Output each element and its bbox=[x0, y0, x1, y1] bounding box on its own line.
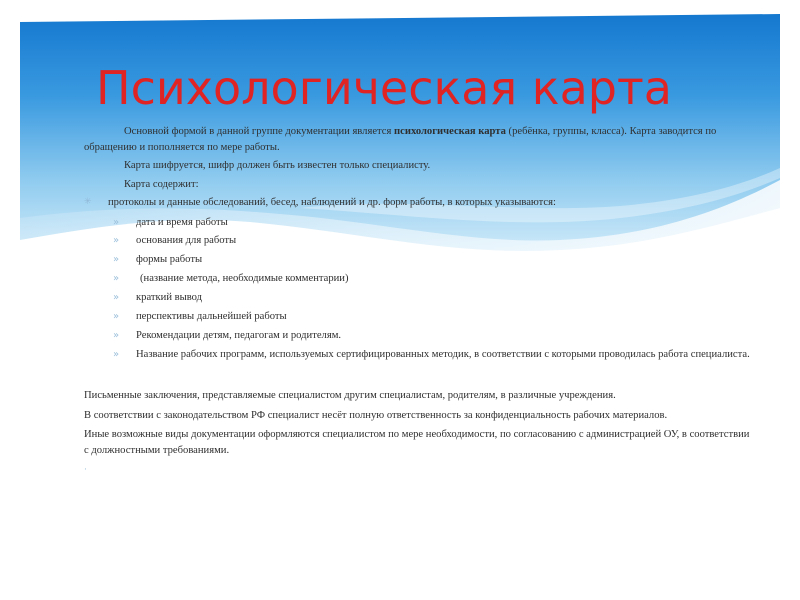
intro-text-end: (ребёнка, группы, класса). Карта заводится по обращению и пополняется по мере работы. bbox=[84, 126, 717, 153]
sub-list-item: » краткий вывод bbox=[84, 290, 756, 306]
sub-list-item: » дата и время работы bbox=[84, 215, 756, 231]
intro-text-start: Основной формой в данной группе документации является bbox=[124, 126, 395, 137]
conclusions-paragraph: Письменные заключения, представляемые специалистом другим специалистам, родителям, в различные учреждения. bbox=[84, 390, 616, 402]
other-docs-paragraph: Иные возможные виды документации оформляются специалистом по мере необходимости, по согласованию с администрацией ОУ, в соответствии с должностными требованиями. bbox=[84, 429, 750, 456]
cipher-line: Карта шифруется, шифр должен быть известен только специалисту. bbox=[124, 160, 431, 171]
intro-paragraph bbox=[84, 124, 756, 155]
sub-list bbox=[84, 215, 756, 363]
sub-list-item: » Рекомендации детям, педагогам и родителям. bbox=[84, 328, 756, 344]
slide-title: Психологическая карта bbox=[96, 61, 672, 115]
sub-list-item: » основания для работы bbox=[84, 233, 756, 249]
spacer bbox=[84, 366, 756, 388]
sub-list-item: » перспективы дальнейшей работы bbox=[84, 309, 756, 325]
intro-bold-term: психологическая карта bbox=[394, 126, 506, 137]
main-bullet: ✳ протоколы и данные обследований, бесед, наблюдений и др. форм работы, в которых указываются: bbox=[84, 195, 756, 211]
trailing-dot: · bbox=[84, 465, 87, 476]
slide-content bbox=[84, 124, 756, 479]
sub-list-item: » формы работы bbox=[84, 252, 756, 268]
trailing-bullet bbox=[84, 462, 756, 479]
contains-line: Карта содержит: bbox=[124, 178, 199, 190]
law-paragraph: В соответствии с законодательством РФ специалист несёт полную ответственность за конфиденциальность рабочих материалов. bbox=[84, 409, 668, 421]
sub-list-item: » (название метода, необходимые комментарии) bbox=[84, 271, 756, 287]
sub-list-item: » Название рабочих программ, используемых сертифицированных методик, в соответствии с которыми проводилась работа специалиста. bbox=[84, 347, 756, 363]
